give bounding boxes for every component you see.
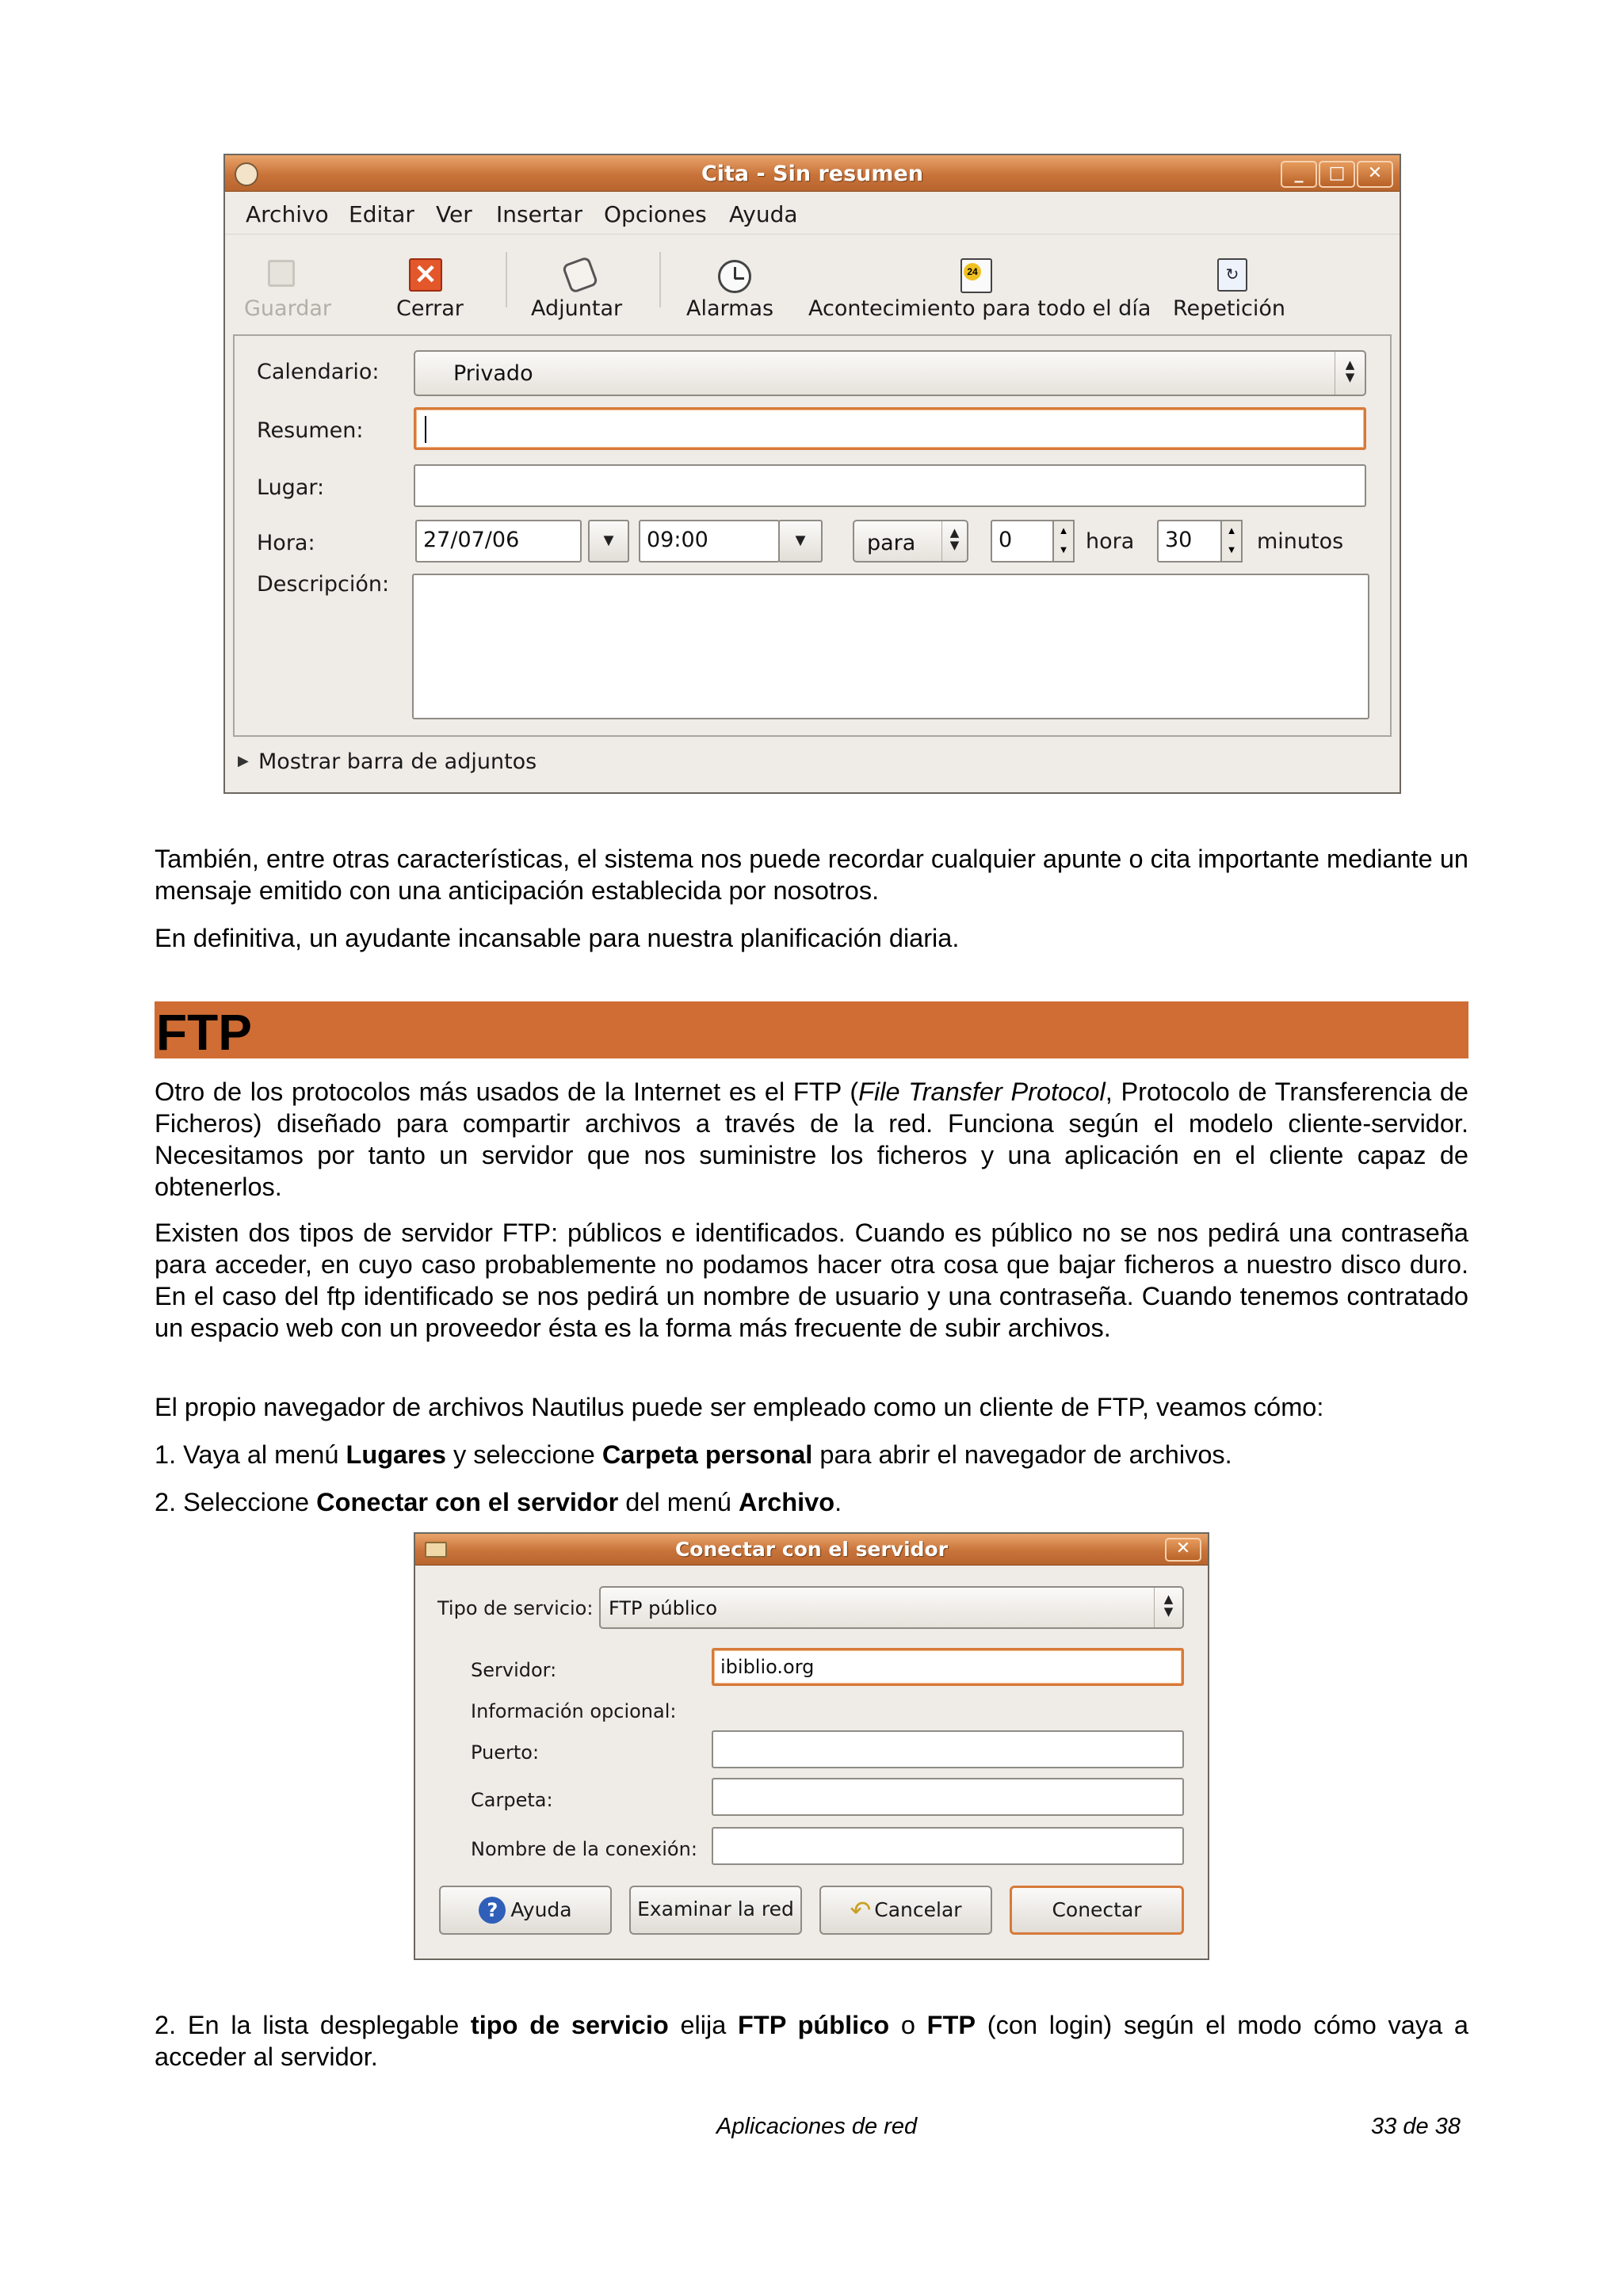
- ayuda-button[interactable]: [439, 1886, 612, 1935]
- close-dialog-button[interactable]: ✕: [1165, 1538, 1201, 1562]
- menu-insertar[interactable]: Insertar: [496, 201, 582, 227]
- info-opcional-label: Información opcional:: [471, 1700, 677, 1722]
- minutos-unit: minutos: [1257, 529, 1344, 554]
- step1-lugares: Lugares: [346, 1440, 446, 1469]
- carpeta-label: Carpeta:: [471, 1789, 553, 1811]
- hora-dropdown-button[interactable]: ▼: [778, 520, 823, 563]
- calendar-repeat-icon: ↻: [1217, 258, 1247, 292]
- descripcion-label: Descripción:: [257, 572, 390, 597]
- step3-d: o: [889, 2011, 927, 2039]
- cerrar-label: Cerrar: [396, 296, 464, 321]
- cita-title: Cita - Sin resumen: [701, 162, 924, 186]
- help-icon: ?: [479, 1897, 506, 1924]
- step2-a: 2. Seleccione: [155, 1488, 317, 1516]
- undo-icon: ↶: [850, 1895, 872, 1925]
- alarmas-button[interactable]: [685, 244, 788, 323]
- section-heading-ftp: [155, 1001, 1468, 1061]
- tipo-servicio-combo[interactable]: [599, 1586, 1184, 1629]
- maximize-button[interactable]: □: [1319, 161, 1355, 188]
- acontecimiento-button[interactable]: [808, 244, 1157, 323]
- conectar-label: Conectar: [1052, 1898, 1142, 1921]
- step3-ftp: FTP: [926, 2011, 976, 2039]
- paragraph-ftp-tipos: Existen dos tipos de servidor FTP: públicos e identificados. Cuando es público no se nos pedirá una contraseña para acceder, en cuyo caso probablemente no podamos hacer otra cosa que bajar ficheros a nuestro disco duro. En el caso del ftp identificado se nos pedirá un nombre de usuario y una contraseña. Cuando tenemos contratado un espacio web con un proveedor ésta es la forma más frecuente de subir archivos.: [155, 1219, 1468, 1342]
- tipo-servicio-label: Tipo de servicio:: [437, 1597, 594, 1619]
- step1-carpeta: Carpeta personal: [601, 1440, 813, 1469]
- horas-spin-input[interactable]: 0: [991, 520, 1054, 563]
- step1-d: para abrir el navegador de archivos.: [812, 1440, 1232, 1469]
- cita-titlebar[interactable]: [225, 155, 1400, 192]
- toolbar-separator-2: [659, 252, 661, 307]
- calendario-value: Privado: [453, 361, 533, 386]
- minutos-spin-buttons[interactable]: ▲ ▼: [1220, 520, 1243, 563]
- paperclip-icon: [562, 256, 599, 294]
- cancelar-button[interactable]: [819, 1886, 992, 1935]
- calendar-24-icon: 24: [960, 258, 992, 293]
- hora-input[interactable]: 09:00: [639, 520, 780, 563]
- fecha-input[interactable]: 27/07/06: [415, 520, 582, 563]
- resumen-input[interactable]: [414, 407, 1366, 450]
- hora-label: Hora:: [257, 531, 315, 555]
- cancelar-label: Cancelar: [874, 1898, 962, 1921]
- conectar-button[interactable]: [1010, 1886, 1184, 1935]
- p3-text-b: , Protocolo de Transferencia de Ficheros) diseñado para compartir archivos a través de la red. Funciona según el modelo cliente-servidor. Necesitamos por tanto un servidor que nos suministre los ficheros y una aplicación en el cliente capaz de obtenerlos.: [155, 1077, 1469, 1201]
- menubar: [225, 192, 1400, 235]
- p3-text-a: Otro de los protocolos más usados de la Internet es el FTP (: [155, 1077, 859, 1106]
- paragraph-recordatorio: También, entre otras características, el sistema nos puede recordar cualquier apunte o cita importante mediante un mensaje emitido con una anticipación establecida por nosotros.: [155, 845, 1468, 905]
- acontecimiento-label: Acontecimiento para todo el día: [808, 296, 1151, 321]
- expander-arrow-icon: ▶: [238, 753, 249, 769]
- horas-spin-buttons[interactable]: ▲ ▼: [1052, 520, 1075, 563]
- step2-conectar: Conectar con el servidor: [316, 1488, 619, 1516]
- step2-d: .: [834, 1488, 842, 1516]
- nombre-conexion-label: Nombre de la conexión:: [471, 1838, 697, 1860]
- p3-emphasis: File Transfer Protocol: [858, 1077, 1106, 1106]
- examinar-red-button[interactable]: [629, 1886, 802, 1935]
- menu-ayuda[interactable]: Ayuda: [729, 201, 798, 227]
- menu-archivo[interactable]: Archivo: [246, 201, 329, 227]
- step-1: [155, 1439, 1468, 1470]
- paragraph-ftp-intro: [155, 1076, 1468, 1203]
- fecha-dropdown-button[interactable]: ▼: [588, 520, 629, 563]
- cerrar-button[interactable]: [384, 244, 471, 323]
- step1-a: 1. Vaya al menú: [155, 1440, 346, 1469]
- step1-c: y seleccione: [445, 1440, 602, 1469]
- menu-opciones[interactable]: Opciones: [604, 201, 707, 227]
- servidor-label: Servidor:: [471, 1659, 557, 1681]
- examinar-label: Examinar la red: [637, 1897, 794, 1920]
- menu-editar[interactable]: Editar: [349, 201, 414, 227]
- tipo-arrows-icon: ▲ ▼: [1154, 1588, 1182, 1627]
- puerto-label: Puerto:: [471, 1741, 540, 1764]
- connect-titlebar[interactable]: [415, 1534, 1208, 1566]
- repeticion-button[interactable]: [1173, 244, 1300, 323]
- guardar-label: Guardar: [244, 296, 331, 321]
- close-icon: ✕: [409, 258, 442, 292]
- heading-text: FTP: [156, 1004, 252, 1061]
- minutos-spin-input[interactable]: 30: [1157, 520, 1222, 563]
- connect-title: Conectar con el servidor: [674, 1538, 949, 1561]
- menu-ver[interactable]: Ver: [436, 201, 472, 227]
- toolbar-separator: [506, 252, 507, 307]
- cita-window: [223, 154, 1401, 794]
- nombre-conexion-input[interactable]: [712, 1827, 1184, 1865]
- step3-a: 2. En la lista desplegable: [155, 2011, 471, 2039]
- carpeta-input[interactable]: [712, 1778, 1184, 1816]
- step-2: [155, 1486, 1468, 1518]
- calendario-combo[interactable]: [414, 350, 1366, 396]
- descripcion-textarea[interactable]: [412, 574, 1369, 719]
- adjuntar-label: Adjuntar: [531, 296, 623, 321]
- clock-icon: [718, 260, 751, 293]
- footer-title: Aplicaciones de red: [716, 2114, 918, 2139]
- paragraph-nautilus: El propio navegador de archivos Nautilus puede ser empleado como un cliente de FTP, veamos cómo:: [155, 1393, 1324, 1421]
- attachments-label: Mostrar barra de adjuntos: [258, 749, 537, 774]
- para-value: para: [867, 531, 916, 555]
- repeticion-label: Repetición: [1173, 296, 1285, 321]
- step-3: [155, 2009, 1468, 2073]
- combo-arrows-icon: ▲ ▼: [1335, 352, 1365, 395]
- calendario-label: Calendario:: [257, 360, 380, 384]
- connect-dialog: [414, 1532, 1209, 1960]
- footer-page-number: 33 de 38: [1371, 2114, 1461, 2139]
- step3-tipo-servicio: tipo de servicio: [470, 2011, 669, 2039]
- para-arrows-icon: ▲ ▼: [941, 521, 967, 561]
- text-cursor: [425, 416, 426, 443]
- lugar-input[interactable]: [414, 464, 1366, 507]
- adjuntar-button[interactable]: [531, 244, 634, 323]
- cita-form-panel: [233, 334, 1392, 737]
- puerto-input[interactable]: [712, 1730, 1184, 1768]
- guardar-button[interactable]: [241, 244, 331, 323]
- resumen-label: Resumen:: [257, 418, 364, 443]
- step2-archivo: Archivo: [739, 1488, 835, 1516]
- step2-c: del menú: [618, 1488, 739, 1516]
- horas-unit: hora: [1086, 529, 1135, 554]
- step3-e: (con login) según el modo cómo vaya a acceder al servidor.: [155, 2011, 1469, 2071]
- paragraph-ayudante: En definitiva, un ayudante incansable para nuestra planificación diaria.: [155, 924, 960, 952]
- alarmas-label: Alarmas: [686, 296, 774, 321]
- tipo-servicio-value: FTP público: [609, 1597, 718, 1619]
- ayuda-label: Ayuda: [510, 1898, 572, 1921]
- servidor-input[interactable]: ibiblio.org: [712, 1648, 1184, 1686]
- para-combo[interactable]: [853, 520, 968, 563]
- lugar-label: Lugar:: [257, 475, 325, 500]
- step3-ftp-publico: FTP público: [738, 2011, 890, 2039]
- close-window-button[interactable]: ✕: [1357, 161, 1393, 188]
- save-icon: [268, 260, 295, 287]
- minimize-button[interactable]: _: [1281, 161, 1317, 188]
- step3-c: elija: [668, 2011, 739, 2039]
